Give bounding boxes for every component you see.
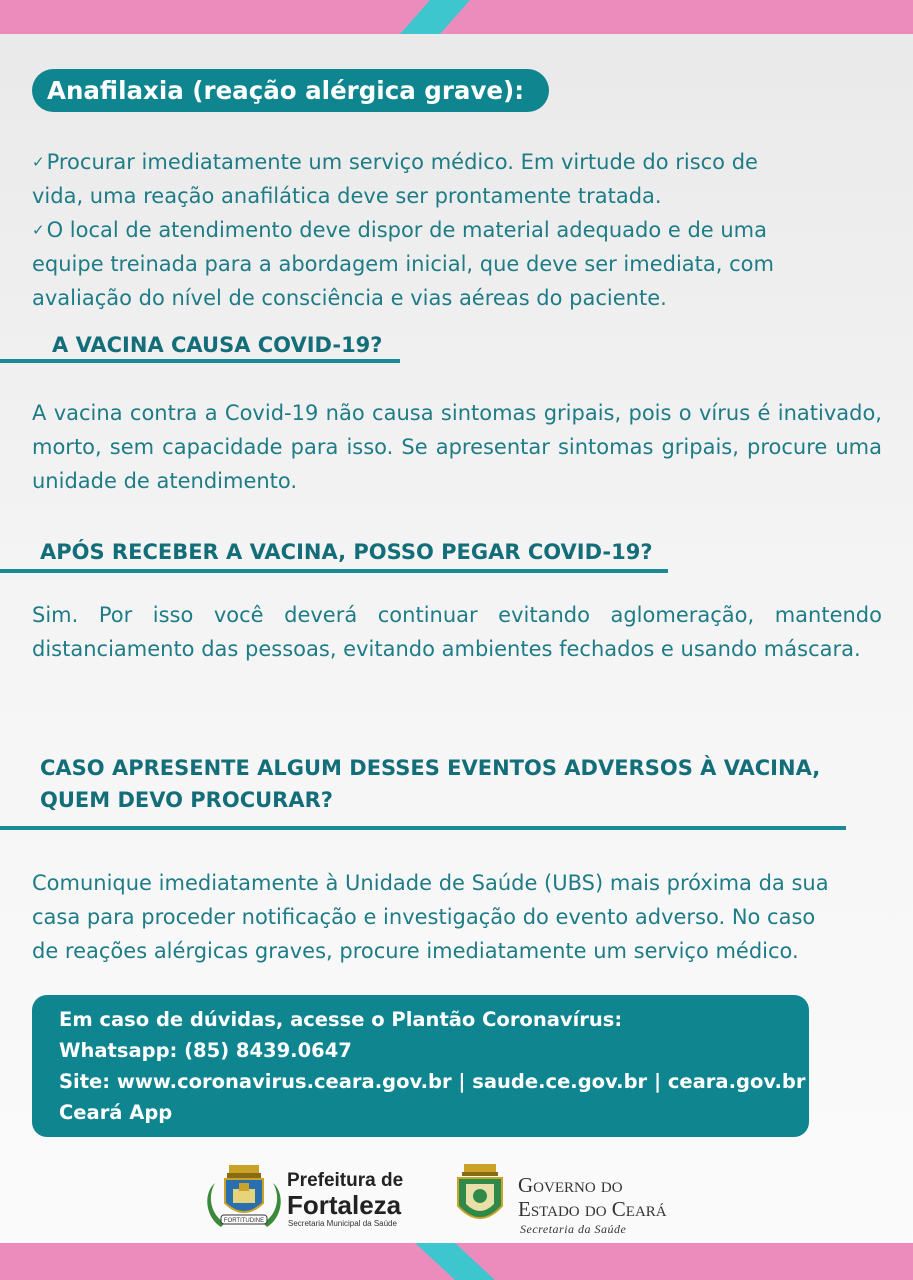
answer-paragraph bbox=[32, 866, 882, 968]
whatsapp-line: Whatsapp: (85) 8439.0647 bbox=[59, 1039, 352, 1062]
anaphylaxis-text bbox=[32, 145, 882, 315]
prefeitura-label: Prefeitura de bbox=[287, 1170, 404, 1191]
answer-line: de reações alérgicas graves, procure imediatamente um serviço médico. bbox=[32, 939, 799, 963]
bottom-stripe-accent bbox=[0, 1243, 913, 1280]
governo-label: Governo do bbox=[518, 1173, 623, 1197]
governo-secretaria: Secretaria da Saúde bbox=[520, 1222, 627, 1236]
heading-underline bbox=[0, 569, 668, 573]
anaphylaxis-line: equipe treinada para a abordagem inicial, que deve ser imediata, com bbox=[32, 252, 774, 276]
info-line: Em caso de dúvidas, acesse o Plantão Coronavírus: bbox=[59, 1008, 623, 1031]
question-heading: CASO APRESENTE ALGUM DESSES EVENTOS ADVERSOS À VACINA, bbox=[40, 756, 821, 780]
answer-paragraph: Sim. Por isso você deverá continuar evitando aglomeração, mantendo distanciamento das pessoas, evitando ambientes fechados e usando máscara. bbox=[32, 603, 882, 661]
fortaleza-coat-of-arms-icon bbox=[207, 1163, 281, 1229]
heading-underline bbox=[0, 359, 400, 363]
seal-motto: FORTITUDINE bbox=[223, 1218, 265, 1224]
answer-line: casa para proceder notificação e investigação do evento adverso. No caso bbox=[32, 905, 816, 929]
ceara-coat-of-arms-icon bbox=[454, 1162, 506, 1230]
contact-info-box bbox=[32, 995, 809, 1137]
top-stripe-accent bbox=[0, 0, 913, 34]
question-heading: A VACINA CAUSA COVID-19? bbox=[52, 333, 383, 357]
anaphylaxis-title: Anafilaxia (reação alérgica grave): bbox=[32, 69, 549, 112]
top-decorative-bar bbox=[0, 0, 913, 34]
answer-paragraph: A vacina contra a Covid-19 não causa sintomas gripais, pois o vírus é inativado, morto, sem capacidade para isso. Se apresentar sintomas gripais, procure uma unidade de atendimento. bbox=[32, 401, 882, 493]
site-links-line: Site: www.coronavirus.ceara.gov.br | saude.ce.gov.br | ceara.gov.br bbox=[59, 1070, 806, 1093]
governo-state: Estado do Ceará bbox=[518, 1197, 667, 1221]
app-line: Ceará App bbox=[59, 1101, 173, 1124]
question-heading: APÓS RECEBER A VACINA, POSSO PEGAR COVID-19? bbox=[40, 540, 653, 564]
anaphylaxis-line: O local de atendimento deve dispor de material adequado e de uma bbox=[46, 218, 768, 242]
question-heading: QUEM DEVO PROCURAR? bbox=[40, 788, 333, 812]
bottom-decorative-bar bbox=[0, 1243, 913, 1280]
prefeitura-secretaria: Secretaria Municipal da Saúde bbox=[288, 1219, 397, 1228]
check-icon: ✓ bbox=[32, 221, 45, 239]
anaphylaxis-line: avaliação do nível de consciência e vias aéreas do paciente. bbox=[32, 286, 667, 310]
prefeitura-city: Fortaleza bbox=[287, 1190, 402, 1220]
answer-line: Comunique imediatamente à Unidade de Saúde (UBS) mais próxima da sua bbox=[32, 871, 829, 895]
check-icon: ✓ bbox=[32, 153, 45, 171]
heading-underline bbox=[0, 826, 846, 830]
anaphylaxis-line: Procurar imediatamente um serviço médico. Em virtude do risco de bbox=[46, 150, 758, 174]
anaphylaxis-line: vida, uma reação anafilática deve ser prontamente tratada. bbox=[32, 184, 662, 208]
